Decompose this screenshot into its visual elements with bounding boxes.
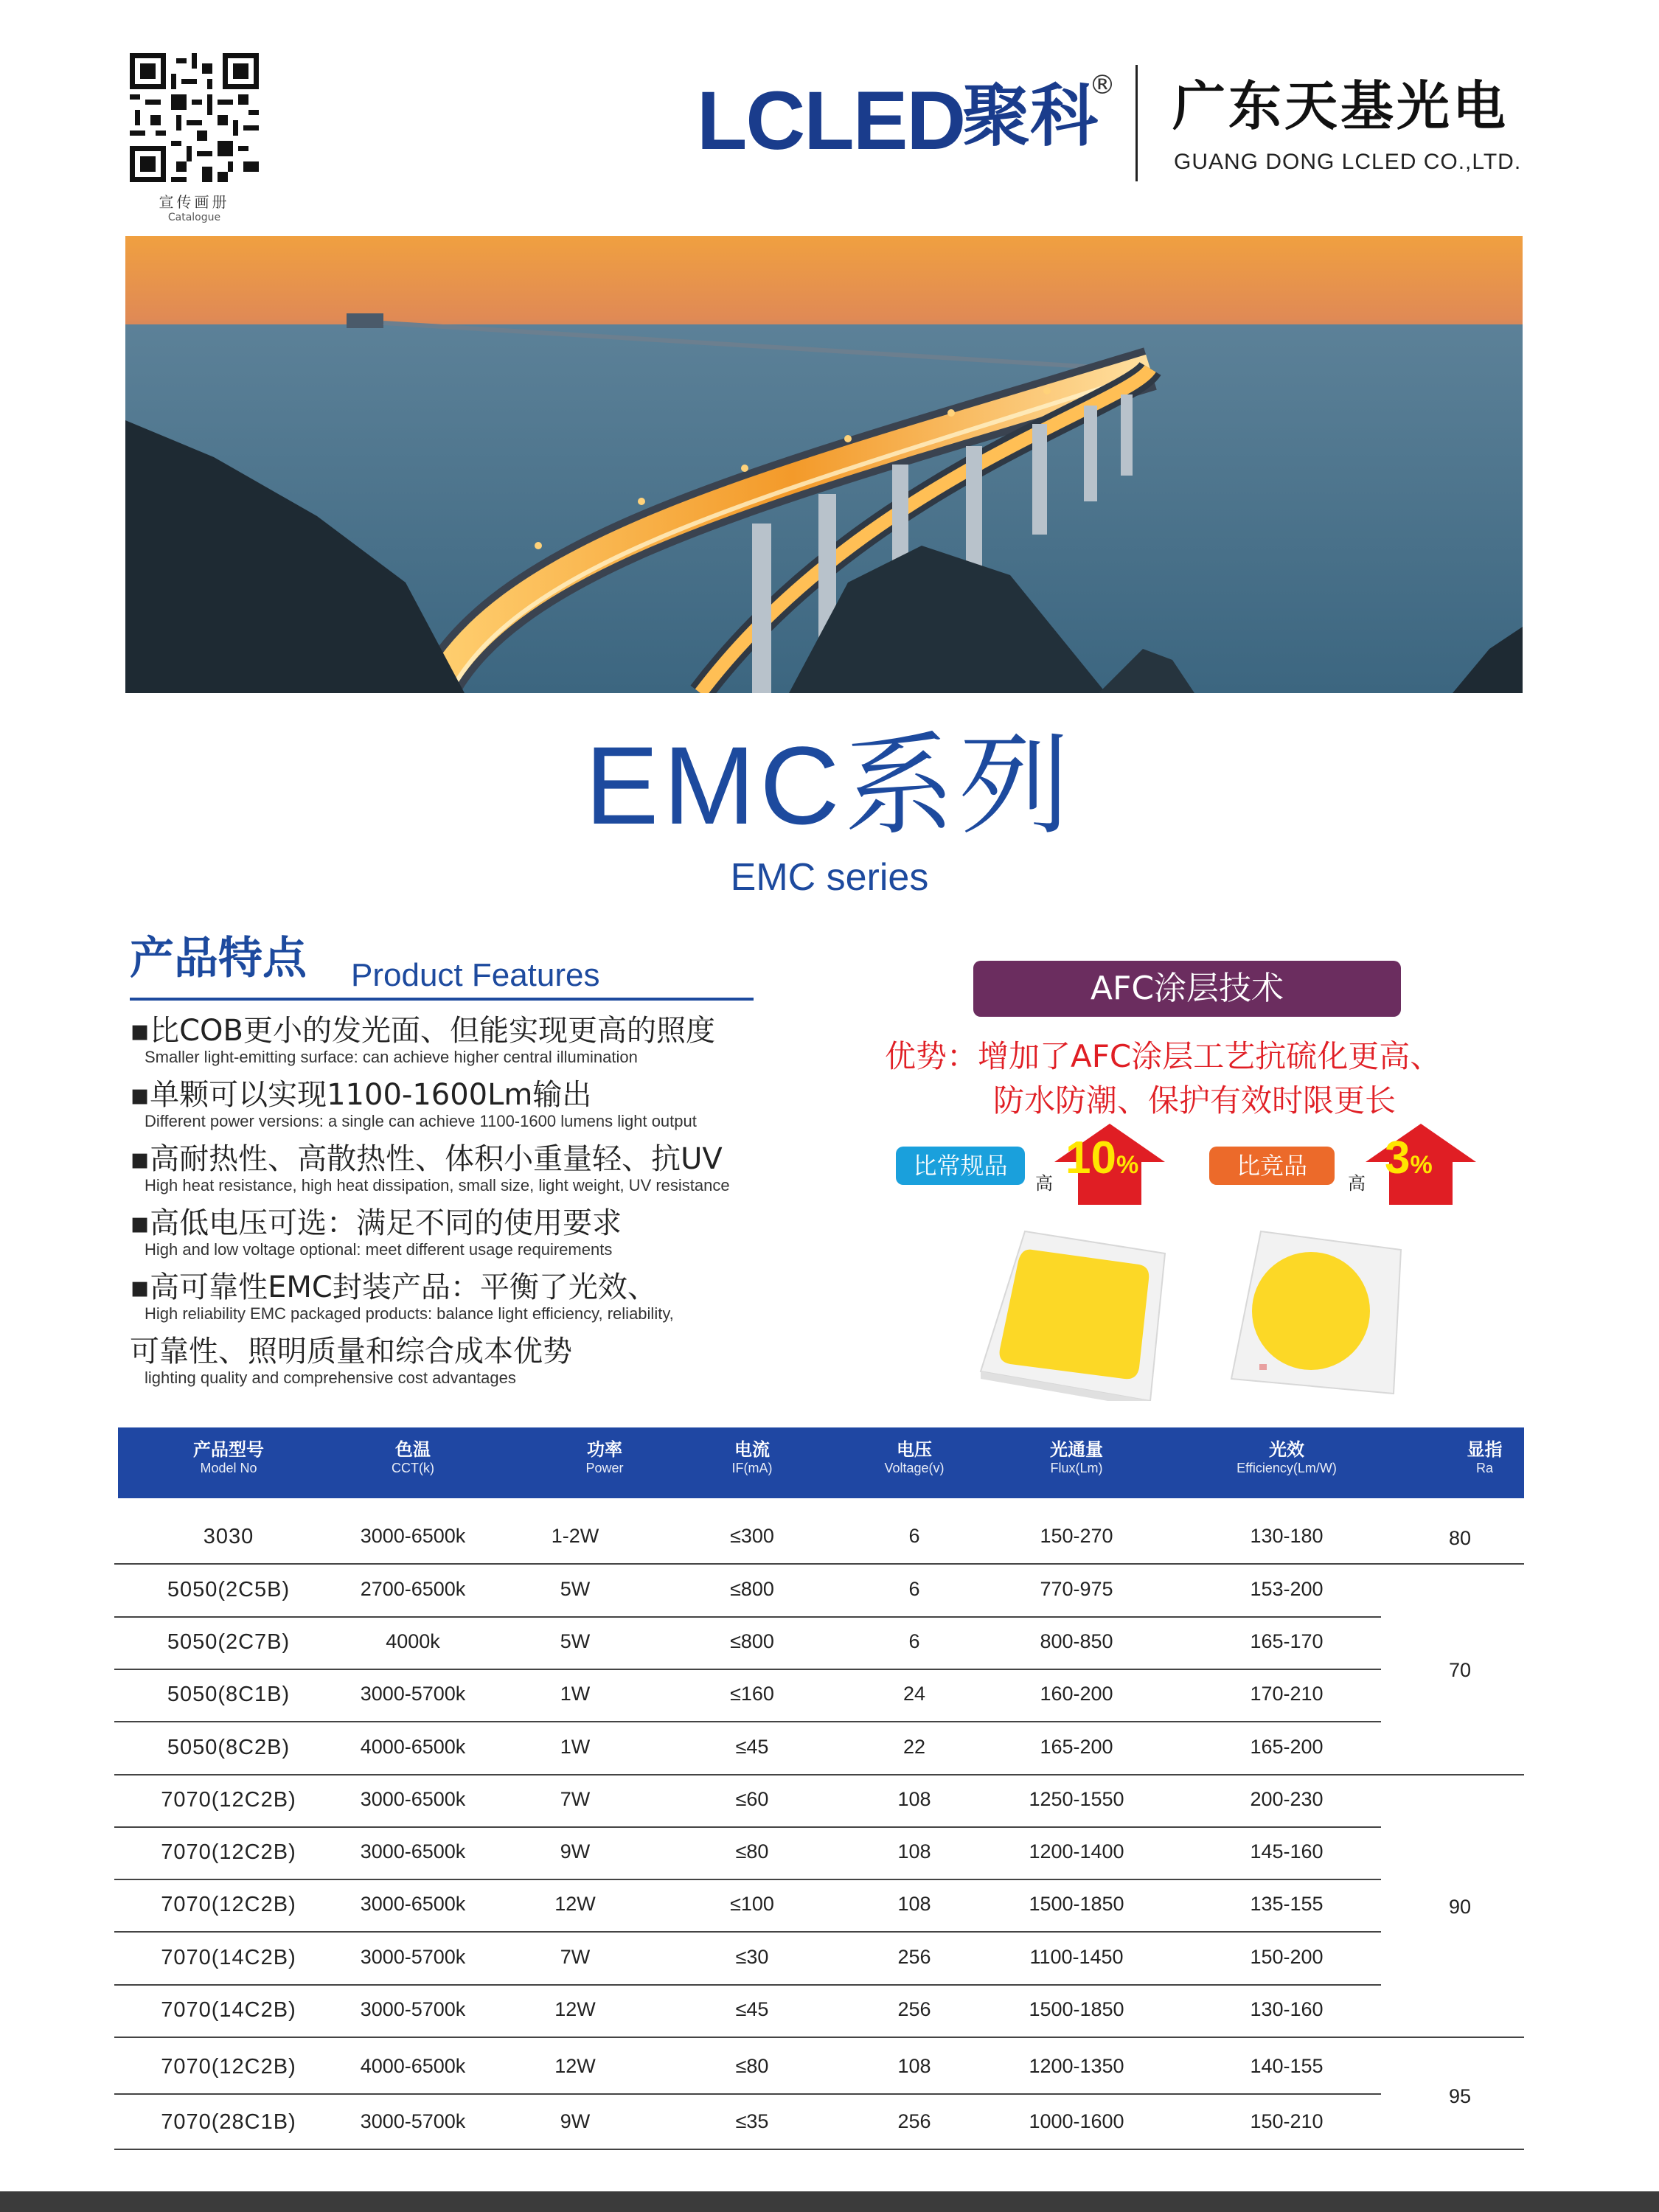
feature-text-cn: ▪高低电压可选：满足不同的使用要求 bbox=[130, 1206, 622, 1240]
table-cell: 6 bbox=[908, 1630, 920, 1652]
feature-text-cn: ▪比COB更小的发光面、但能实现更高的照度 bbox=[130, 1014, 715, 1048]
advantage-line-2: 防水防潮、保护有效时限更长 bbox=[993, 1082, 1397, 1119]
header-en: Voltage(v) bbox=[884, 1460, 945, 1475]
feature-item bbox=[130, 1078, 911, 1131]
feature-text-cn: ▪高耐热性、高散热性、体积小重量轻、抗UV bbox=[130, 1142, 723, 1176]
table-cell: 4000-6500k bbox=[360, 2055, 466, 2077]
header-cn: 显指 bbox=[1467, 1439, 1503, 1460]
series-title-cn: EMC系列 bbox=[585, 723, 1074, 847]
table-cell: 1200-1350 bbox=[1029, 2055, 1124, 2077]
features-heading-en: Product Features bbox=[351, 957, 600, 993]
table-cell: 1W bbox=[560, 1736, 591, 1758]
table-cell: 800-850 bbox=[1040, 1630, 1113, 1652]
table-cell: ≤45 bbox=[735, 1736, 769, 1758]
col-header-ra bbox=[1445, 1439, 1524, 1476]
table-cell: 5W bbox=[560, 1630, 591, 1652]
led-chip-square-image bbox=[973, 1224, 1180, 1401]
table-cell-ra: 95 bbox=[1448, 2084, 1472, 2107]
header-cn: 产品型号 bbox=[193, 1439, 264, 1460]
table-cell: 3030 bbox=[203, 1525, 254, 1548]
header-cn: 光通量 bbox=[1050, 1439, 1103, 1460]
col-header-model bbox=[118, 1439, 339, 1476]
table-cell: 130-180 bbox=[1250, 1525, 1324, 1547]
table-cell: 108 bbox=[897, 2055, 931, 2077]
hero-bridge-photo bbox=[125, 236, 1523, 693]
row-divider bbox=[114, 1563, 1524, 1565]
col-header-efficiency bbox=[1165, 1439, 1408, 1476]
col-header-current bbox=[664, 1439, 841, 1476]
percent-value-competitor bbox=[1385, 1135, 1433, 1181]
table-cell: 1250-1550 bbox=[1029, 1788, 1124, 1810]
table-cell: 5050(2C7B) bbox=[167, 1630, 291, 1654]
table-cell: 3000-5700k bbox=[360, 1683, 466, 1705]
col-header-cct bbox=[339, 1439, 487, 1476]
table-cell: 165-170 bbox=[1250, 1630, 1324, 1652]
feature-item bbox=[130, 1142, 911, 1195]
percent-number: 3 bbox=[1385, 1133, 1411, 1183]
table-cell: 170-210 bbox=[1250, 1683, 1324, 1705]
table-cell: 6 bbox=[908, 1525, 920, 1547]
table-cell: 770-975 bbox=[1040, 1578, 1113, 1600]
table-cell: 7070(14C2B) bbox=[161, 1998, 296, 2022]
table-cell: 160-200 bbox=[1040, 1683, 1113, 1705]
features-underline bbox=[130, 998, 754, 1001]
row-divider bbox=[114, 2149, 1524, 2150]
table-cell: 12W bbox=[554, 1998, 596, 2020]
table-cell-ra: 70 bbox=[1448, 1659, 1472, 1681]
table-cell: 3000-5700k bbox=[360, 2110, 466, 2132]
feature-item bbox=[130, 1014, 911, 1067]
header-cn: 电压 bbox=[897, 1439, 932, 1460]
table-cell: 5W bbox=[560, 1578, 591, 1600]
row-divider bbox=[114, 1721, 1381, 1722]
table-cell: 7070(12C2B) bbox=[161, 2055, 296, 2079]
table-cell: 22 bbox=[902, 1736, 926, 1758]
table-cell: 7070(14C2B) bbox=[161, 1946, 296, 1969]
row-divider bbox=[114, 1826, 1381, 1828]
table-cell: 7070(12C2B) bbox=[161, 1893, 296, 1916]
table-cell: ≤80 bbox=[735, 2055, 769, 2077]
feature-text-en: Smaller light-emitting surface: can achieve higher central illumination bbox=[145, 1048, 638, 1066]
higher-label: 高 bbox=[1348, 1173, 1366, 1194]
table-cell: 12W bbox=[554, 2055, 596, 2077]
table-cell: 1-2W bbox=[551, 1525, 599, 1547]
table-cell: 165-200 bbox=[1040, 1736, 1113, 1758]
afc-banner: AFC涂层技术 bbox=[973, 961, 1401, 1017]
qr-caption-en: Catalogue bbox=[167, 212, 221, 223]
table-cell: 145-160 bbox=[1250, 1840, 1324, 1863]
feature-text-en: Different power versions: a single can achieve 1100-1600 lumens light output bbox=[145, 1112, 697, 1130]
header-en: Flux(Lm) bbox=[1050, 1460, 1103, 1475]
table-cell: 2700-6500k bbox=[360, 1578, 466, 1600]
feature-text-cn: 可靠性、照明质量和综合成本优势 bbox=[130, 1335, 572, 1368]
table-cell: 1W bbox=[560, 1683, 591, 1705]
table-cell: 150-200 bbox=[1250, 1946, 1324, 1968]
table-cell: 6 bbox=[908, 1578, 920, 1600]
header-cn: 光效 bbox=[1269, 1439, 1304, 1460]
percent-number: 10 bbox=[1065, 1133, 1116, 1183]
brand-logo-cn: 聚科 bbox=[962, 77, 1099, 156]
table-cell-ra: 80 bbox=[1448, 1527, 1472, 1549]
row-divider bbox=[114, 2037, 1524, 2038]
feature-text-en: lighting quality and comprehensive cost advantages bbox=[145, 1368, 516, 1387]
compare-competitor-badge: 比竞品 bbox=[1209, 1147, 1335, 1185]
header-en: CCT(k) bbox=[392, 1460, 434, 1475]
header-en: Power bbox=[585, 1460, 624, 1475]
table-cell: 7070(28C1B) bbox=[161, 2110, 296, 2134]
col-header-voltage bbox=[841, 1439, 988, 1476]
led-chip-round-image bbox=[1224, 1224, 1408, 1401]
feature-text-en: High reliability EMC packaged products: balance light efficiency, reliability, bbox=[145, 1304, 674, 1323]
table-cell: ≤800 bbox=[730, 1578, 774, 1600]
table-cell: 108 bbox=[897, 1893, 931, 1915]
table-cell: ≤300 bbox=[730, 1525, 774, 1547]
advantage-line-1: 优势：增加了AFC涂层工艺抗硫化更高、 bbox=[885, 1038, 1441, 1074]
table-cell: 165-200 bbox=[1250, 1736, 1324, 1758]
table-cell: 1200-1400 bbox=[1029, 1840, 1124, 1863]
table-cell: 135-155 bbox=[1250, 1893, 1324, 1915]
feature-item bbox=[130, 1270, 911, 1324]
table-cell: 4000k bbox=[386, 1630, 440, 1652]
company-name-en: GUANG DONG LCLED CO.,LTD. bbox=[1174, 150, 1522, 174]
table-cell: ≤800 bbox=[730, 1630, 774, 1652]
company-name-cn: 广东天基光电 bbox=[1172, 75, 1509, 137]
header-cn: 色温 bbox=[395, 1439, 431, 1460]
qr-code bbox=[130, 53, 259, 182]
features-heading-cn: 产品特点 bbox=[130, 933, 307, 984]
row-divider bbox=[114, 1774, 1524, 1775]
table-cell: 200-230 bbox=[1250, 1788, 1324, 1810]
header-cn: 电流 bbox=[734, 1439, 770, 1460]
table-cell: 1000-1600 bbox=[1029, 2110, 1124, 2132]
brand-logo-word: LCLED bbox=[697, 74, 965, 167]
row-divider bbox=[114, 1879, 1381, 1880]
table-cell: 3000-6500k bbox=[360, 1788, 466, 1810]
table-cell: 4000-6500k bbox=[360, 1736, 466, 1758]
feature-text-en: High and low voltage optional: meet different usage requirements bbox=[145, 1240, 613, 1259]
compare-regular-badge: 比常规品 bbox=[896, 1147, 1025, 1185]
header-en: Model No bbox=[200, 1460, 257, 1475]
table-cell: ≤100 bbox=[730, 1893, 774, 1915]
feature-text-cn: ▪高可靠性EMC封装产品：平衡了光效、 bbox=[130, 1270, 657, 1304]
table-cell: 7070(12C2B) bbox=[161, 1840, 296, 1864]
table-cell: ≤160 bbox=[730, 1683, 774, 1705]
table-cell: ≤60 bbox=[735, 1788, 769, 1810]
row-divider bbox=[114, 1931, 1381, 1933]
row-divider bbox=[114, 1984, 1381, 1986]
feature-item bbox=[130, 1335, 911, 1388]
table-cell: 256 bbox=[897, 1998, 931, 2020]
registered-mark: ® bbox=[1089, 70, 1116, 100]
qr-caption-cn: 宣传画册 bbox=[159, 193, 230, 211]
spec-table-header bbox=[118, 1427, 1524, 1498]
col-header-flux bbox=[988, 1439, 1165, 1476]
feature-item bbox=[130, 1206, 911, 1259]
table-cell: 150-270 bbox=[1040, 1525, 1113, 1547]
table-cell: ≤80 bbox=[735, 1840, 769, 1863]
feature-text-en: High heat resistance, high heat dissipation, small size, light weight, UV resistance bbox=[145, 1176, 730, 1194]
table-cell: 256 bbox=[897, 2110, 931, 2132]
header-en: Ra bbox=[1475, 1460, 1493, 1475]
table-cell: ≤45 bbox=[735, 1998, 769, 2020]
table-cell-ra: 90 bbox=[1448, 1895, 1472, 1918]
table-cell: 1100-1450 bbox=[1029, 1946, 1124, 1968]
table-cell: 5050(8C2B) bbox=[167, 1736, 291, 1759]
table-cell: 3000-6500k bbox=[360, 1525, 466, 1547]
table-cell: 3000-5700k bbox=[360, 1946, 466, 1968]
table-cell: 9W bbox=[560, 2110, 591, 2132]
table-cell: 12W bbox=[554, 1893, 596, 1915]
row-divider bbox=[114, 1669, 1381, 1670]
table-cell: 150-210 bbox=[1250, 2110, 1324, 2132]
table-cell: 5050(8C1B) bbox=[167, 1683, 291, 1706]
percent-sign: % bbox=[1116, 1151, 1139, 1179]
header-cn: 功率 bbox=[587, 1439, 622, 1460]
series-title-en: EMC series bbox=[730, 856, 929, 899]
table-cell: 108 bbox=[897, 1788, 931, 1810]
higher-label: 高 bbox=[1035, 1173, 1053, 1194]
table-cell: ≤30 bbox=[735, 1946, 769, 1968]
table-cell: 130-160 bbox=[1250, 1998, 1324, 2020]
row-divider bbox=[114, 2093, 1381, 2095]
table-cell: 7070(12C2B) bbox=[161, 1788, 296, 1812]
table-cell: 5050(2C5B) bbox=[167, 1578, 291, 1601]
percent-sign: % bbox=[1410, 1151, 1433, 1179]
table-cell: 140-155 bbox=[1250, 2055, 1324, 2077]
table-cell: 7W bbox=[560, 1946, 591, 1968]
table-cell: 108 bbox=[897, 1840, 931, 1863]
table-cell: 1500-1850 bbox=[1029, 1998, 1124, 2020]
percent-value-regular bbox=[1065, 1135, 1138, 1181]
table-cell: 3000-5700k bbox=[360, 1998, 466, 2020]
row-divider bbox=[114, 1616, 1381, 1618]
table-cell: 256 bbox=[897, 1946, 931, 1968]
table-cell: 1500-1850 bbox=[1029, 1893, 1124, 1915]
table-cell: 9W bbox=[560, 1840, 591, 1863]
table-cell: 24 bbox=[902, 1683, 926, 1705]
header-en: IF(mA) bbox=[731, 1460, 773, 1475]
table-cell: 7W bbox=[560, 1788, 591, 1810]
header-en: Efficiency(Lm/W) bbox=[1237, 1460, 1337, 1475]
col-header-power bbox=[546, 1439, 664, 1476]
footer-bar bbox=[0, 2191, 1659, 2212]
header-divider bbox=[1135, 65, 1138, 181]
table-cell: ≤35 bbox=[735, 2110, 769, 2132]
table-cell: 3000-6500k bbox=[360, 1893, 466, 1915]
table-cell: 153-200 bbox=[1250, 1578, 1324, 1600]
table-cell: 3000-6500k bbox=[360, 1840, 466, 1863]
feature-text-cn: ▪单颗可以实现1100-1600Lm输出 bbox=[130, 1078, 592, 1112]
